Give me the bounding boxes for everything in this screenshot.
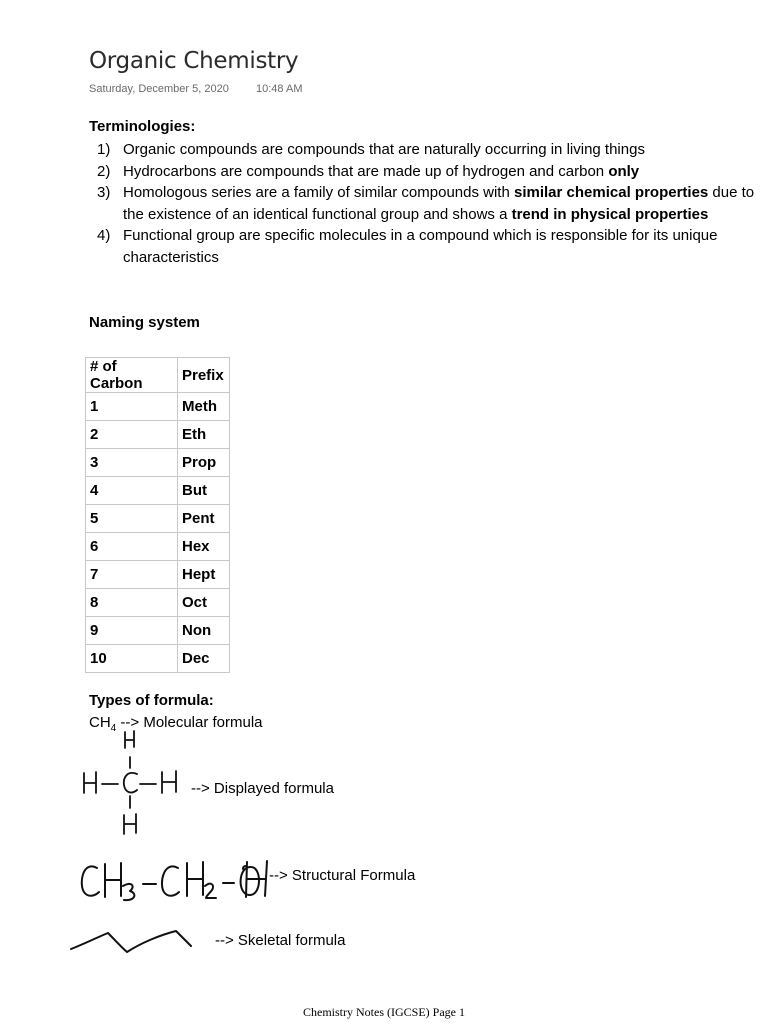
carbon-count-cell: 2 — [86, 421, 178, 449]
prefix-cell: Hex — [178, 533, 230, 561]
carbon-count-cell: 4 — [86, 477, 178, 505]
molecular-formula-subscript: 4 — [110, 723, 117, 734]
carbon-count-cell: 3 — [86, 449, 178, 477]
list-item-emphasis: trend in physical properties — [511, 205, 709, 223]
terminologies-heading: Terminologies: — [89, 118, 196, 135]
carbon-count-cell: 7 — [86, 561, 178, 589]
formula-types-heading: Types of formula: — [89, 692, 214, 709]
prefix-cell: Meth — [178, 393, 230, 421]
prefix-cell: Eth — [178, 421, 230, 449]
prefix-cell: But — [178, 477, 230, 505]
prefix-cell: Oct — [178, 589, 230, 617]
page-date: Saturday, December 5, 2020 — [89, 83, 229, 95]
prefix-cell: Non — [178, 617, 230, 645]
displayed-formula-drawing — [84, 731, 176, 834]
column-header-carbon: # of Carbon — [86, 358, 178, 393]
list-item-text: Organic compounds are compounds that are naturally occurring in living things — [123, 141, 645, 158]
list-item-text: Hydrocarbons are compounds that are made up of hydrogen and carbon — [123, 162, 609, 180]
prefix-cell: Prop — [178, 449, 230, 477]
list-item-number: 1) — [97, 141, 111, 158]
column-header-prefix: Prefix — [178, 358, 230, 393]
page-footer: Chemistry Notes (IGCSE) Page 1 — [303, 1005, 465, 1019]
list-item-number: 2) — [97, 162, 111, 180]
carbon-count-cell: 6 — [86, 533, 178, 561]
carbon-count-cell: 5 — [86, 505, 178, 533]
molecular-formula: CH — [89, 714, 111, 731]
structural-formula-drawing — [82, 861, 267, 900]
structural-formula-label: --> Structural Formula — [269, 867, 416, 884]
prefix-cell: Pent — [178, 505, 230, 533]
list-item-emphasis: only — [608, 162, 640, 180]
page-title: Organic Chemistry — [89, 48, 299, 74]
list-item-emphasis: similar chemical properties — [514, 184, 709, 201]
molecular-formula-label: --> Molecular formula — [116, 714, 263, 731]
list-item-number: 3) — [97, 184, 111, 201]
carbon-count-cell: 8 — [86, 589, 178, 617]
list-item-text: Homologous series are a family of similar compounds with — [123, 184, 514, 201]
carbon-count-cell: 10 — [86, 645, 178, 673]
list-item-number: 4) — [97, 227, 111, 244]
list-item-text: due to the existence of an identical functional group and shows a — [123, 184, 755, 223]
naming-system-heading: Naming system — [89, 314, 200, 331]
prefix-cell: Hept — [178, 561, 230, 589]
skeletal-formula-drawing — [71, 931, 191, 952]
carbon-count-cell: 9 — [86, 617, 178, 645]
carbon-count-cell: 1 — [86, 393, 178, 421]
skeletal-formula-label: --> Skeletal formula — [215, 932, 346, 949]
displayed-formula-label: --> Displayed formula — [191, 780, 334, 797]
prefix-cell: Dec — [178, 645, 230, 673]
list-item-text: Functional group are specific molecules in a compound which is responsible for its unique characteristics — [123, 227, 718, 266]
page-time: 10:48 AM — [256, 83, 303, 95]
